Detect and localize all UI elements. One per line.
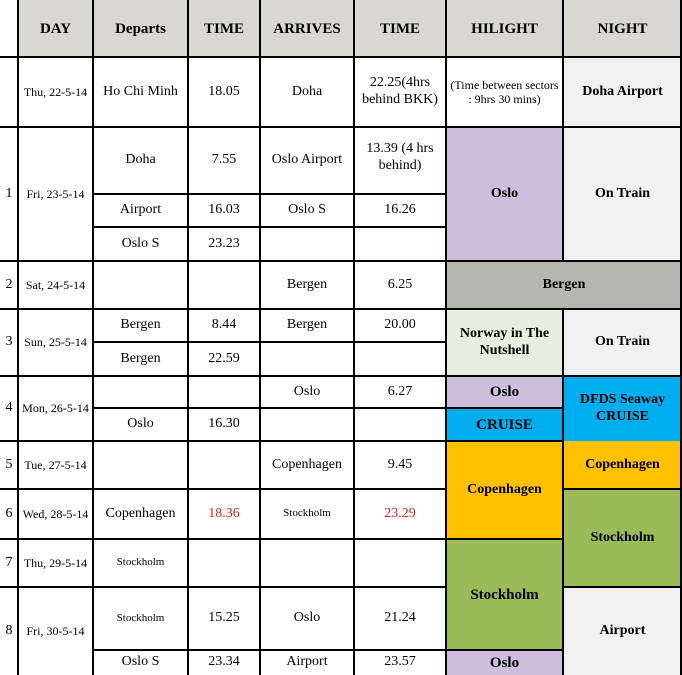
depart-time-cell: 8.44	[211, 317, 237, 333]
grid-line	[92, 193, 446, 195]
grid-line	[562, 586, 682, 588]
depart-time-cell: 15.25	[208, 610, 240, 626]
hilight-cell: CRUISE	[446, 408, 563, 441]
arrives-cell: Airport	[286, 654, 328, 670]
grid-line	[0, 56, 682, 58]
depart-time-cell: 16.30	[208, 416, 240, 432]
depart-time-cell: 18.36	[208, 505, 240, 521]
grid-line	[0, 538, 564, 540]
grid-line	[187, 0, 189, 675]
depart-time-cell: 18.05	[208, 83, 240, 99]
arrive-time-cell: 22.25(4hrs behind BKK)	[362, 75, 438, 107]
departs-cell: Oslo S	[121, 654, 160, 670]
grid-line	[17, 0, 19, 675]
hilight-cell: Norway in The Nutshell	[446, 309, 563, 376]
grid-line	[562, 488, 682, 490]
header-depart-time: TIME	[188, 0, 260, 57]
day-number: 1	[5, 185, 13, 201]
grid-line	[92, 0, 94, 675]
grid-line	[92, 226, 446, 228]
night-cell: Stockholm	[563, 489, 682, 587]
header-hilight: HILIGHT	[446, 0, 563, 57]
night-cell: Airport	[563, 587, 682, 675]
date-cell: Fri, 30-5-14	[26, 623, 85, 638]
grid-line	[92, 407, 564, 409]
grid-line	[562, 309, 564, 675]
departs-cell: Stockholm	[116, 611, 165, 624]
day-number: 2	[5, 276, 13, 292]
arrive-time-cell: 16.26	[384, 202, 416, 218]
departs-cell: Bergen	[120, 317, 161, 333]
grid-line	[259, 0, 261, 675]
hilight-cell: Copenhagen	[446, 441, 563, 539]
date-cell: Sun, 25-5-14	[24, 335, 87, 350]
arrives-cell: Bergen	[286, 317, 328, 333]
day-number: 5	[5, 456, 13, 472]
date-cell: Tue, 27-5-14	[24, 457, 87, 472]
grid-line	[0, 586, 446, 588]
hilight-night-cell: Bergen	[446, 261, 682, 309]
header-departs: Departs	[93, 0, 188, 57]
header-day: DAY	[18, 0, 93, 57]
departs-cell: Copenhagen	[105, 505, 176, 521]
depart-time-cell: 23.23	[208, 235, 240, 251]
header-arrives: ARRIVES	[260, 0, 354, 57]
departs-cell: Stockholm	[116, 556, 165, 569]
date-cell: Mon, 26-5-14	[22, 401, 89, 416]
day-number: 8	[5, 622, 13, 638]
day-number: 7	[5, 554, 13, 570]
night-cell: Copenhagen	[563, 441, 682, 489]
arrive-time-cell: 6.27	[387, 383, 413, 399]
night-cell: On Train	[563, 127, 682, 261]
arrives-cell: Bergen	[286, 276, 328, 292]
night-cell: DFDS Seaway CRUISE	[563, 376, 682, 441]
date-cell: Wed, 28-5-14	[22, 506, 89, 521]
departs-cell: Bergen	[120, 350, 161, 366]
arrives-cell: Oslo Airport	[271, 152, 343, 168]
day-number: 6	[5, 505, 13, 521]
arrives-cell: Stockholm	[283, 507, 331, 520]
arrive-time-cell: 23.29	[384, 505, 416, 521]
departs-cell: Doha	[125, 152, 156, 168]
header-arrive-time: TIME	[354, 0, 446, 57]
depart-time-cell: 16.03	[208, 202, 240, 218]
grid-line	[0, 488, 446, 490]
hilight-cell: Oslo	[446, 127, 563, 261]
arrives-cell: Oslo	[293, 383, 321, 399]
arrive-time-cell: 21.24	[384, 610, 416, 626]
grid-line	[353, 0, 355, 675]
depart-time-cell: 7.55	[211, 152, 237, 168]
arrive-time-cell: 23.57	[384, 654, 416, 670]
night-cell: On Train	[563, 309, 682, 376]
hilight-cell: Oslo	[446, 376, 563, 408]
depart-time-cell: 23.34	[208, 654, 240, 670]
day-number: 3	[5, 334, 13, 350]
arrive-time-cell: 13.39 (4 hrs behind)	[366, 141, 434, 173]
grid-line	[92, 649, 564, 651]
night-cell: Doha Airport	[563, 57, 682, 127]
grid-line	[0, 375, 682, 377]
date-cell: Fri, 23-5-14	[26, 186, 85, 201]
day-number: 4	[5, 400, 13, 416]
arrives-cell: Doha	[291, 83, 323, 99]
departs-cell: Ho Chi Minh	[103, 83, 178, 99]
arrive-time-cell: 20.00	[384, 317, 416, 333]
hilight-cell: Oslo	[446, 650, 563, 675]
date-cell: Thu, 29-5-14	[23, 555, 88, 570]
departs-cell: Airport	[119, 202, 162, 218]
grid-line	[0, 260, 682, 262]
grid-line	[0, 440, 564, 442]
date-cell: Sat, 24-5-14	[25, 277, 86, 292]
arrive-time-cell: 9.45	[387, 456, 413, 472]
arrive-time-cell: 6.25	[387, 276, 413, 292]
depart-time-cell: 22.59	[208, 350, 240, 366]
arrives-cell: Oslo S	[288, 202, 326, 218]
header-night: NIGHT	[563, 0, 682, 57]
departs-cell: Oslo S	[121, 235, 160, 251]
hilight-cell: Stockholm	[446, 539, 563, 650]
grid-line	[445, 0, 447, 675]
grid-line	[92, 341, 446, 343]
departs-cell: Oslo	[127, 416, 154, 432]
grid-line	[562, 0, 564, 261]
arrives-cell: Oslo	[293, 610, 321, 626]
hilight-cell: (Time between sectors : 9hrs 30 mins)	[450, 77, 559, 106]
grid-line	[0, 308, 682, 310]
grid-line	[0, 126, 682, 128]
date-cell: Thu, 22-5-14	[23, 84, 88, 99]
arrives-cell: Copenhagen	[272, 456, 342, 472]
